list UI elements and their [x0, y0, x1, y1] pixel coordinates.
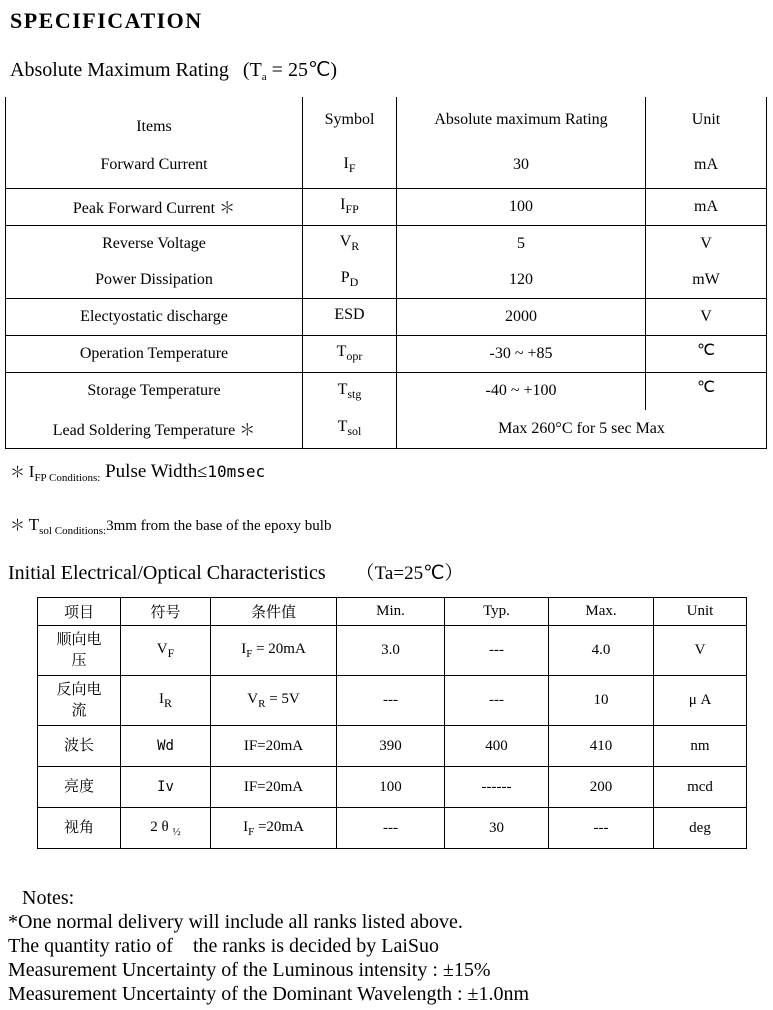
section1-condition: ($T_a$ = 25℃)	[242, 59, 338, 83]
cell-unit: ℃	[646, 372, 767, 410]
table-row	[6, 143, 767, 188]
cell-item: Power Dissipation	[6, 262, 303, 298]
header-unit: Unit	[646, 97, 767, 143]
table-row	[6, 225, 767, 262]
cell-item: Forward Current	[6, 143, 303, 188]
notes-block	[8, 886, 529, 1006]
subscript-a: a	[261, 71, 267, 83]
cell-condition: IF=20mA	[211, 767, 337, 808]
cell-unit: V	[646, 298, 767, 335]
cell-condition: $I_F =20mA$	[211, 808, 337, 849]
cell-item: 亮度	[38, 767, 121, 808]
table-row	[38, 676, 747, 726]
cell-item: Electyostatic discharge	[6, 298, 303, 335]
cell-max: 200	[549, 767, 654, 808]
header-max: Max.	[549, 598, 654, 626]
cell-symbol: $T_{stg}$	[303, 372, 397, 410]
cell-unit: mA	[646, 143, 767, 188]
table-row	[6, 410, 767, 448]
table-header-row	[6, 97, 767, 143]
table-header-row	[38, 598, 747, 626]
table-row	[38, 808, 747, 849]
header-min: Min.	[337, 598, 445, 626]
table-row	[6, 335, 767, 372]
cell-max: 410	[549, 726, 654, 767]
header-symbol: 符号	[121, 598, 211, 626]
cell-item: Operation Temperature	[6, 335, 303, 372]
header-items: Items	[6, 97, 303, 143]
header-unit: Unit	[654, 598, 747, 626]
header-symbol: Symbol	[303, 97, 397, 143]
header-item: 项目	[38, 598, 121, 626]
table-row	[6, 262, 767, 298]
cell-item: Reverse Voltage	[6, 225, 303, 262]
asterisk-mark: ＊	[10, 518, 29, 534]
header-typ: Typ.	[445, 598, 549, 626]
table-row	[6, 372, 767, 410]
cell-item: 反向电 流	[38, 676, 121, 726]
note-line: Measurement Uncertainty of the Luminous intensity : ±15%	[8, 959, 491, 981]
cell-unit: V	[654, 626, 747, 676]
cell-rating: 2000	[397, 298, 646, 335]
section2-title-text: Initial Electrical/Optical Characteristics	[8, 562, 326, 584]
cell-rating-merged: Max 260°C for 5 sec Max	[397, 410, 767, 448]
cell-min: 3.0	[337, 626, 445, 676]
cell-symbol: $I_{FP}$	[303, 188, 397, 225]
cell-item: 顺向电 压	[38, 626, 121, 676]
cell-symbol: $P_D$	[303, 262, 397, 298]
less-equal-sign: ≤	[197, 461, 208, 481]
cell-unit: ℃	[646, 335, 767, 372]
cell-min: 390	[337, 726, 445, 767]
cell-unit: mW	[646, 262, 767, 298]
cell-item: Storage Temperature	[6, 372, 303, 410]
cell-symbol: ESD	[303, 298, 397, 335]
cell-rating: -40 ~ +100	[397, 372, 646, 410]
cell-condition: $I_F = 20mA$	[211, 626, 337, 676]
note-line: The quantity ratio of the ranks is decided by LaiSuo	[8, 935, 440, 957]
header-rating: Absolute maximum Rating	[397, 97, 646, 143]
cell-typ: 30	[445, 808, 549, 849]
cell-item: Peak Forward Current ＊	[6, 188, 303, 225]
cell-min: ---	[337, 808, 445, 849]
section1-title	[10, 57, 337, 83]
cell-max: 10	[549, 676, 654, 726]
table-row	[38, 726, 747, 767]
cell-symbol: $V_F$	[121, 626, 211, 676]
cell-unit: μ A	[654, 676, 747, 726]
cell-min: 100	[337, 767, 445, 808]
footnote-ifp-conditions: ＊ $I_{FP Conditions:}$ Pulse Width≤10msec	[10, 461, 266, 484]
cell-typ: 400	[445, 726, 549, 767]
footnote-tsol-conditions: ＊ $T_{sol Conditions:}3mm$ from the base of the epoxy bulb	[10, 515, 332, 537]
section1-title-text: Absolute Maximum Rating	[10, 59, 229, 81]
cell-rating: 5	[397, 225, 646, 262]
cell-unit: deg	[654, 808, 747, 849]
cell-symbol: $V_R$	[303, 225, 397, 262]
section2-title	[8, 558, 463, 585]
cell-typ: ---	[445, 626, 549, 676]
cell-item: 视角	[38, 808, 121, 849]
header-condition: 条件值	[211, 598, 337, 626]
cell-unit: mcd	[654, 767, 747, 808]
cell-unit: nm	[654, 726, 747, 767]
cell-symbol: $I_R$	[121, 676, 211, 726]
cell-symbol: $I_F$	[303, 143, 397, 188]
cell-rating: -30 ~ +85	[397, 335, 646, 372]
cell-item: Lead Soldering Temperature ＊	[6, 410, 303, 448]
cell-symbol: $T_{sol}$	[303, 410, 397, 448]
electro-optical-characteristics-table	[37, 597, 747, 849]
cell-symbol: Iv	[121, 767, 211, 808]
cell-rating: 120	[397, 262, 646, 298]
cell-typ: ------	[445, 767, 549, 808]
cell-unit: V	[646, 225, 767, 262]
note-line: Measurement Uncertainty of the Dominant Wavelength : ±1.0nm	[8, 983, 530, 1005]
cell-item: 波长	[38, 726, 121, 767]
cell-rating: 100	[397, 188, 646, 225]
table-row	[6, 188, 767, 225]
notes-heading: Notes:	[22, 887, 75, 909]
absolute-maximum-rating-table	[5, 97, 767, 449]
page-title: SPECIFICATION	[10, 8, 203, 33]
cell-symbol: Wd	[121, 726, 211, 767]
table-row	[6, 298, 767, 335]
cell-max: ---	[549, 808, 654, 849]
cell-symbol: $T_{opr}$	[303, 335, 397, 372]
cell-condition: $V_R = 5V$	[211, 676, 337, 726]
cell-rating: 30	[397, 143, 646, 188]
cell-condition: IF=20mA	[211, 726, 337, 767]
cell-unit: mA	[646, 188, 767, 225]
cell-typ: ---	[445, 676, 549, 726]
cell-min: ---	[337, 676, 445, 726]
note-line: *One normal delivery will include all ranks listed above.	[8, 911, 463, 933]
cell-symbol: 2 θ $_{\frac{1}{2}}$	[121, 808, 211, 849]
cell-max: 4.0	[549, 626, 654, 676]
table-row	[38, 626, 747, 676]
asterisk-mark: ＊	[10, 465, 29, 481]
section2-condition: （Ta=25℃）	[355, 563, 464, 584]
table-row	[38, 767, 747, 808]
